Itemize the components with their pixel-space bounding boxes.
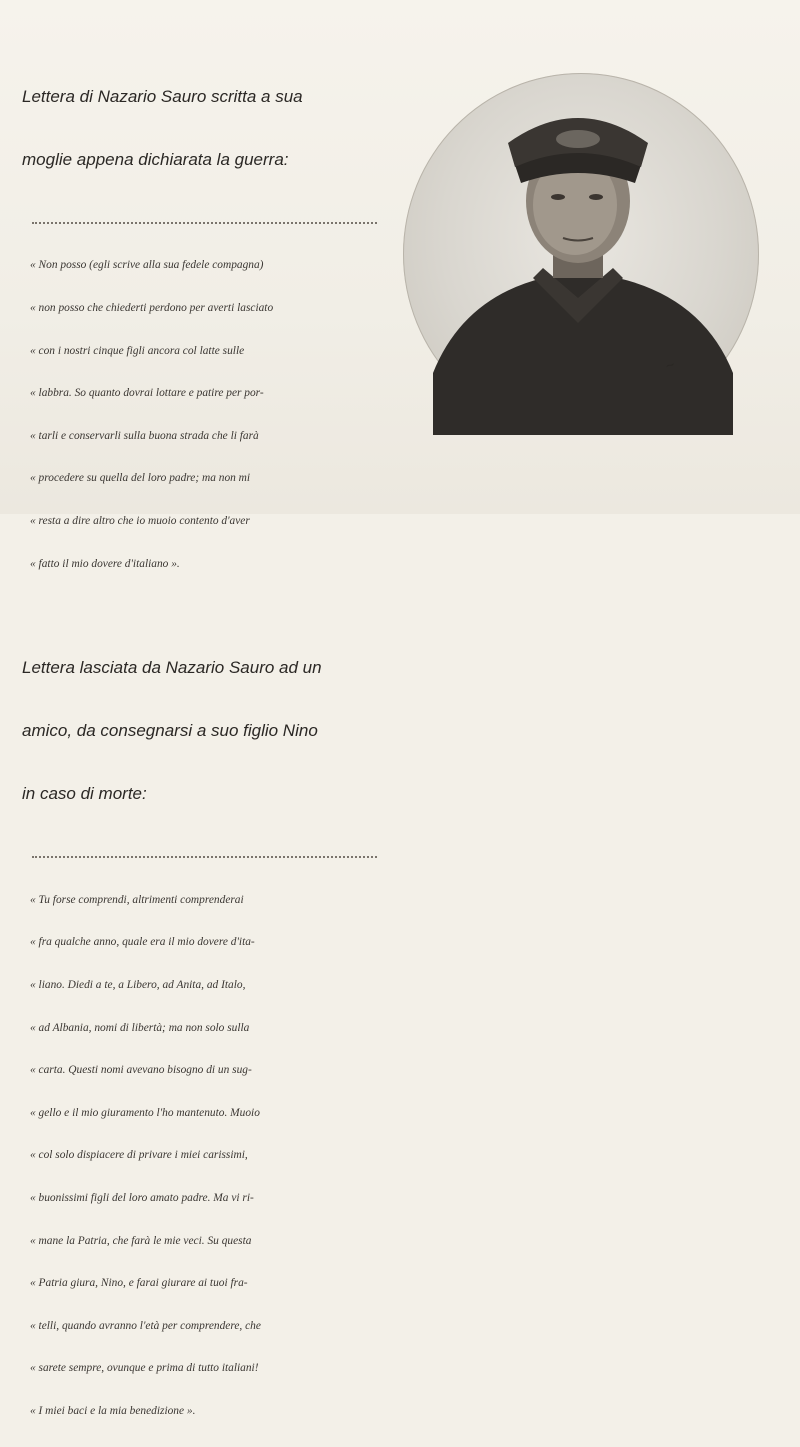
letter-line: « telli, quando avranno l'età per comprendere, che [30,1319,261,1332]
dotted-divider [32,222,377,224]
section2-heading-line: Lettera lasciata da Nazario Sauro ad un [22,658,322,678]
letter-line: « resta a dire altro che io muoio contento d'aver [30,515,250,528]
letter-line: « liano. Diedi a te, a Libero, ad Anita, ad Italo, [30,978,246,991]
section1-heading-line: moglie appena dichiarata la guerra: [22,150,289,169]
photographer-signature: ~ [663,356,677,374]
letter-line: « fra qualche anno, quale era il mio dovere d'ita- [30,936,255,949]
portrait-photo [403,73,759,435]
letter-line: « tarli e conservarli sulla buona strada che li farà [30,429,259,442]
letter-line: « I miei baci e la mia benedizione ». [30,1405,196,1417]
section2-heading-line: in caso di morte: [22,784,147,804]
dotted-divider [32,856,377,858]
section2-heading [22,615,382,846]
letter-line: « sarete sempre, ovunque e prima di tutto italiani! [30,1362,259,1375]
letter-line: « procedere su quella del loro padre; ma non mi [30,472,251,485]
section1-letter [30,230,382,599]
letter-line: « non posso che chiederti perdono per averti lasciato [30,302,274,315]
letter-line: « mane la Patria, che farà le mie veci. Su questa [30,1234,252,1247]
section1-heading-line: Lettera di Nazario Sauro scritta a sua [22,87,303,106]
letter-line: « Non posso (egli scrive alla sua fedele compagna) [30,259,264,272]
letter-line: « Tu forse comprendi, altrimenti comprenderai [30,893,244,906]
letter-line: « ad Albania, nomi di libertà; ma non solo sulla [30,1021,250,1034]
letter-line: « buonissimi figli del loro amato padre. Ma vi ri- [30,1191,254,1204]
letter-line: « fatto il mio dovere d'italiano ». [30,557,180,570]
letter-line: « carta. Questi nomi avevano bisogno di un sug- [30,1064,252,1077]
letter-line: « Patria giura, Nino, e farai giurare ai tuoi fra- [30,1277,248,1290]
portrait-illustration [403,73,759,435]
letter-line: « col solo dispiacere di privare i miei carissimi, [30,1149,248,1162]
letter-line: « con i nostri cinque figli ancora col latte sulle [30,344,245,357]
section1-heading [22,44,382,212]
section2-heading-line: amico, da consegnarsi a suo figlio Nino [22,721,318,741]
text-column [22,44,382,1447]
letter-line: « gello e il mio giuramento l'ho mantenuto. Muoio [30,1106,260,1119]
letter-line: « labbra. So quanto dovrai lottare e patire per por- [30,387,264,400]
section2-letter [30,864,382,1446]
